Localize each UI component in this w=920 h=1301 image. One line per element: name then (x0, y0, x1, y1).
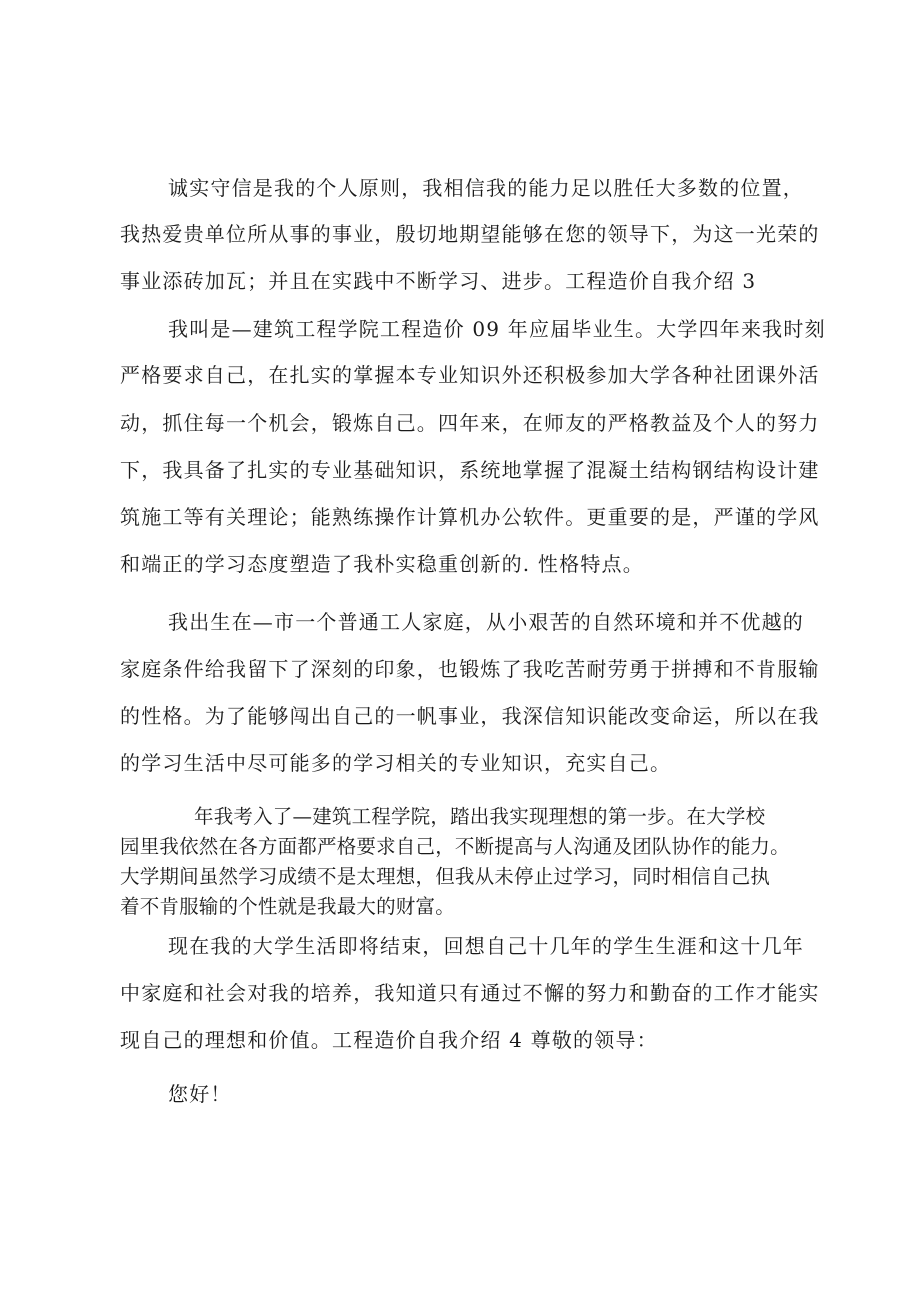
paragraph-line: 大学期间虽然学习成绩不是太理想，但我从未停止过学习，同时相信自己执 (120, 865, 771, 888)
paragraph-line: 年我考入了—建筑工程学院，踏出我实现理想的第一步。在大学校 (194, 805, 766, 828)
paragraph-line: 家庭条件给我留下了深刻的印象，也锻炼了我吃苦耐劳勇于拼搏和不肯服输 (120, 657, 820, 681)
greeting-line: 您好！ (168, 1082, 232, 1106)
paragraph-line: 我出生在—市一个普通工人家庭，从小艰苦的自然环境和并不优越的 (168, 610, 804, 634)
paragraph-line: 中家庭和社会对我的培养，我知道只有通过不懈的努力和勤奋的工作才能实 (120, 981, 820, 1005)
paragraph-line: 严格要求自己，在扎实的掌握本专业知识外还积极参加大学各种社团课外活 (120, 363, 820, 387)
paragraph-line: 的性格。为了能够闯出自己的一帆事业，我深信知识能改变命运，所以在我 (120, 704, 820, 728)
paragraph-line: 筑施工等有关理论；能熟练操作计算机办公软件。更重要的是，严谨的学风 (120, 505, 820, 529)
paragraph-line: 着不肯服输的个性就是我最大的财富。 (120, 895, 455, 918)
paragraph-line: 园里我依然在各方面都严格要求自己，不断提高与人沟通及团队协作的能力。 (120, 835, 790, 858)
paragraph-line: 我热爱贵单位所从事的事业，殷切地期望能够在您的领导下，为这一光荣的 (120, 222, 820, 246)
paragraph-line: 事业添砖加瓦；并且在实践中不断学习、进步。工程造价自我介绍 3 (120, 269, 757, 293)
paragraph-line: 我叫是—建筑工程学院工程造价 09 年应届毕业生。大学四年来我时刻 (168, 317, 826, 341)
paragraph-line: 诚实守信是我的个人原则，我相信我的能力足以胜任大多数的位置， (168, 176, 804, 200)
paragraph-line: 现在我的大学生活即将结束，回想自己十几年的学生生涯和这十几年 (168, 934, 804, 958)
paragraph-line: 下，我具备了扎实的专业基础知识，系统地掌握了混凝土结构钢结构设计建 (120, 458, 820, 482)
paragraph-line: 现自己的理想和价值。工程造价自我介绍 4 尊敬的领导： (120, 1028, 658, 1052)
paragraph-line: 的学习生活中尽可能多的学习相关的专业知识，充实自己。 (120, 751, 672, 775)
paragraph-line: 动，抓住每一个机会，锻炼自己。四年来，在师友的严格教益及个人的努力 (120, 411, 820, 435)
paragraph-line: 和端正的学习态度塑造了我朴实稳重创新的. 性格特点。 (120, 552, 644, 576)
